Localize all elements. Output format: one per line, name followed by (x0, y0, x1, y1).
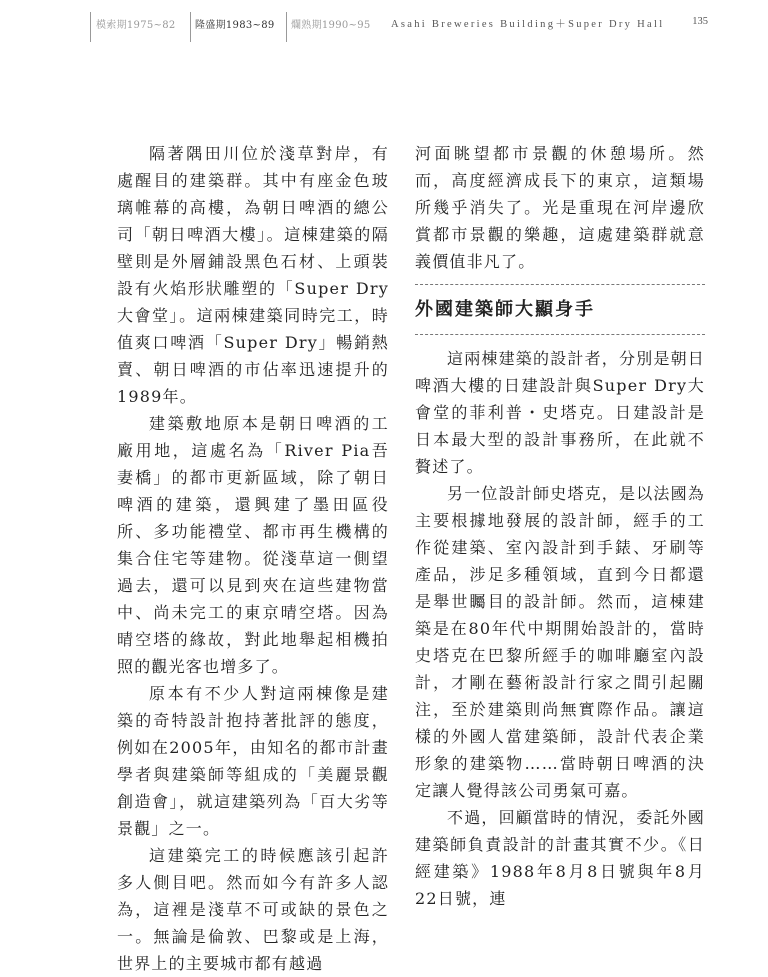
running-header (90, 12, 708, 36)
left-column (117, 140, 389, 977)
section-rule-top (415, 284, 705, 285)
body-paragraph: 建築敷地原本是朝日啤酒的工廠用地，這處名為「River Pia吾妻橋」的都市更新區域，除了朝日啤酒的建築，還興建了墨田區役所、多功能禮堂、都市再生機構的集合住宅等建物。從淺草這一側望過去，還可以見到夾在這些建物當中、尚未完工的東京晴空塔。因為晴空塔的緣故，對此地舉起相機拍照的觀光客也增多了。 (117, 414, 389, 676)
section-heading: 外國建築師大顯身手 (415, 299, 595, 320)
body-paragraph: 原本有不少人對這兩棟像是建築的奇特設計抱持著批評的態度，例如在2005年，由知名的都市計畫學者與建築師等組成的「美麗景觀創造會」，就這建築列為「百大劣等景觀」之一。 (117, 684, 389, 838)
body-paragraph: 不過，回顧當時的情況，委託外國建築師負責設計的計畫其實不少。《日經建築》1988年8月8日號與年8月22日號，連 (415, 808, 706, 908)
right-column (415, 140, 705, 912)
header-divider (90, 12, 91, 42)
body-paragraph: 這兩棟建築的設計者，分別是朝日啤酒大樓的日建設計與Super Dry大會堂的菲利普・史塔克。日建設計是日本最大型的設計事務所，在此就不贅述了。 (415, 349, 706, 476)
header-divider (286, 12, 287, 42)
section-rule-bottom (415, 334, 705, 335)
running-title: Asahi Breweries Building＋Super Dry Hall (391, 19, 665, 30)
era-tab-1983-89: 隆盛期1983~89 (195, 20, 275, 31)
era-tab-1975-82: 模索期1975~82 (96, 20, 176, 31)
header-divider (190, 12, 191, 42)
page-number: 135 (692, 16, 708, 27)
body-paragraph: 另一位設計師史塔克，是以法國為主要根據地發展的設計師，經手的工作從建築、室內設計到手錶、牙刷等產品，涉足多種領域，直到今日都還是舉世矚目的設計師。然而，這棟建築是在80年代中期開始設計的，當時史塔克在巴黎所經手的咖啡廳室內設計，才剛在藝術設計行家之間引起關注，至於建築則尚無實際作品。讓這樣的外國人當建築師，設計代表企業形象的建築物……當時朝日啤酒的決定讓人覺得該公司勇氣可嘉。 (415, 484, 706, 800)
body-paragraph: 這建築完工的時候應該引起許多人側目吧。然而如今有許多人認為，這裡是淺草不可或缺的景色之一。無論是倫敦、巴黎或是上海，世界上的主要城市都有越過 (117, 846, 389, 973)
body-paragraph: 隔著隅田川位於淺草對岸，有處醒目的建築群。其中有座金色玻璃帷幕的高樓，為朝日啤酒的總公司「朝日啤酒大樓」。這棟建築的隔壁則是外層鋪設黑色石材、上頭裝設有火焰形狀雕塑的「Super Dry大會堂」。這兩棟建築同時完工，時值爽口啤酒「Super Dry」暢銷熱賣、朝日啤酒的市佔率迅速提升的1989年。 (117, 144, 389, 406)
era-tab-1990-95: 爛熟期1990~95 (291, 20, 371, 31)
continued-paragraph: 河面眺望都市景觀的休憩場所。然而，高度經濟成長下的東京，這類場所幾乎消失了。光是重現在河岸邊欣賞都市景觀的樂趣，這處建築群就意義價值非凡了。 (415, 144, 705, 271)
